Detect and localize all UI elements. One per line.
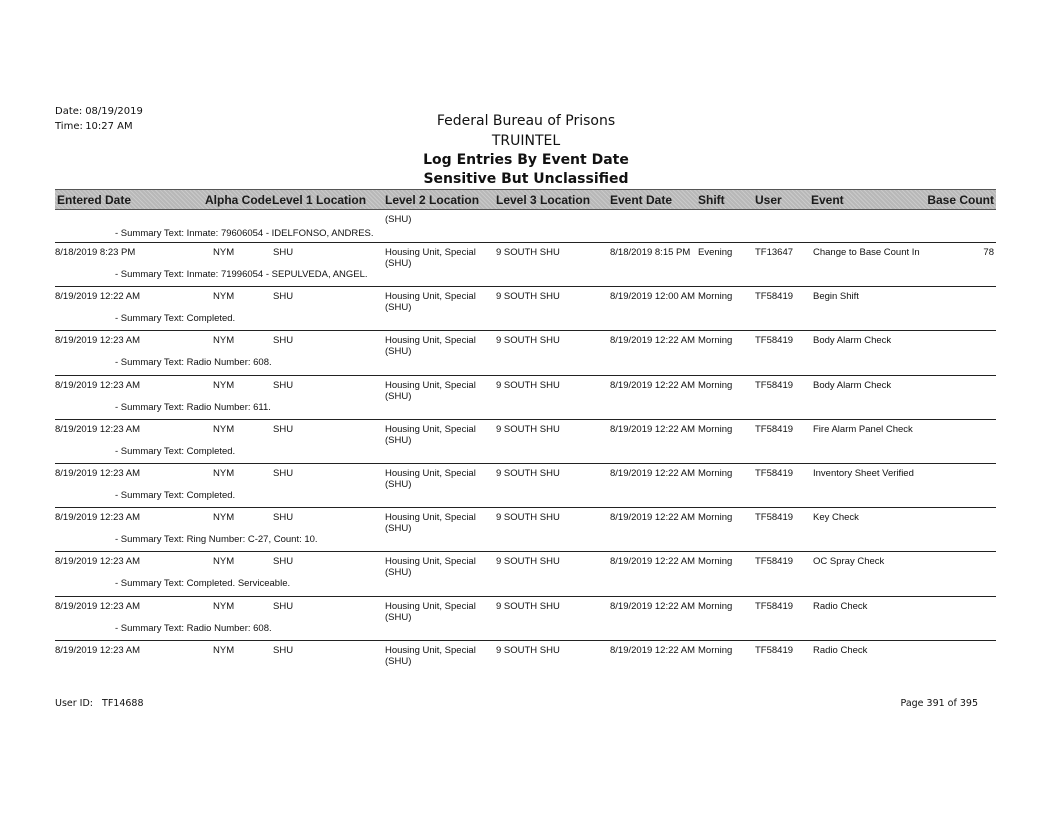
shift: Morning [698, 468, 733, 479]
footer-user [55, 698, 144, 709]
event-date: 8/19/2019 12:22 AM [610, 423, 696, 435]
alpha-code: NYM [213, 379, 235, 391]
table-row [55, 643, 996, 683]
event-date: 8/19/2019 12:22 AM [610, 379, 696, 391]
level2-location: Housing Unit, Special (SHU) [385, 644, 476, 667]
user-id-label: User ID: [55, 698, 93, 709]
user: TF13647 [755, 247, 794, 258]
date-label: Date: [55, 106, 83, 117]
event: Fire Alarm Panel Check [813, 423, 913, 435]
summary-text: - Summary Text: Radio Number: 608. [115, 357, 272, 369]
alpha-code: NYM [213, 423, 235, 435]
level1-location: SHU [273, 468, 294, 479]
level2-location: Housing Unit, Special (SHU) [385, 379, 476, 402]
level3-location: 9 SOUTH SHU [496, 556, 560, 568]
summary-text: - Summary Text: Completed. [115, 490, 236, 501]
shift: Morning [698, 556, 733, 568]
base-count: 78 [983, 247, 994, 258]
user: TF58419 [755, 644, 794, 656]
row-divider [55, 551, 996, 552]
event: Radio Check [813, 644, 868, 656]
event-date: 8/19/2019 12:22 AM [610, 600, 696, 612]
level3-location: 9 SOUTH SHU [496, 644, 560, 656]
shift: Morning [698, 423, 733, 435]
carryover-level2: (SHU) [385, 214, 412, 225]
col-alpha-code: Alpha Code [205, 193, 272, 207]
report-title: Log Entries By Event Date [423, 152, 629, 168]
time-label: Time: [55, 121, 83, 132]
entered-date: 8/19/2019 12:23 AM [55, 556, 141, 568]
row-divider [55, 286, 996, 287]
event: Body Alarm Check [813, 379, 892, 391]
user-id-value: TF14688 [102, 698, 144, 709]
col-level2-location: Level 2 Location [385, 193, 480, 207]
event: Key Check [813, 512, 859, 524]
event: Inventory Sheet Verified [813, 468, 914, 479]
level1-location: SHU [273, 644, 294, 656]
level2-location: Housing Unit, Special (SHU) [385, 423, 476, 446]
event: Change to Base Count In [813, 247, 920, 258]
table-row [55, 378, 996, 418]
table-row [55, 289, 996, 329]
alpha-code: NYM [213, 468, 235, 479]
user: TF58419 [755, 556, 794, 568]
row-divider [55, 596, 996, 597]
level2-location: Housing Unit, Special (SHU) [385, 468, 476, 490]
row-divider [55, 242, 996, 243]
level3-location: 9 SOUTH SHU [496, 468, 560, 479]
shift: Evening [698, 247, 733, 258]
event: OC Spray Check [813, 556, 885, 568]
row-divider [55, 640, 996, 641]
entered-date: 8/19/2019 12:23 AM [55, 379, 141, 391]
shift: Morning [698, 600, 733, 612]
alpha-code: NYM [213, 600, 235, 612]
carryover-summary: - Summary Text: Inmate: 79606054 - IDELFONSO, ANDRES. [115, 228, 374, 239]
summary-text: - Summary Text: Completed. [115, 445, 236, 457]
entered-date: 8/19/2019 12:23 AM [55, 468, 141, 479]
summary-text: - Summary Text: Inmate: 71996054 - SEPULVEDA, ANGEL. [115, 269, 368, 280]
col-level1-location: Level 1 Location [272, 193, 367, 207]
shift: Morning [698, 644, 733, 656]
level1-location: SHU [273, 512, 294, 524]
event-date: 8/19/2019 12:22 AM [610, 512, 696, 524]
agency-title: Federal Bureau of Prisons [436, 113, 616, 129]
level3-location: 9 SOUTH SHU [496, 600, 560, 612]
event-date: 8/19/2019 12:22 AM [610, 556, 696, 568]
user: TF58419 [755, 468, 794, 479]
row-divider [55, 419, 996, 420]
event-date: 8/19/2019 12:00 AM [610, 291, 696, 303]
summary-text: - Summary Text: Completed. [115, 313, 236, 325]
user: TF58419 [755, 512, 794, 524]
alpha-code: NYM [213, 644, 235, 656]
event-date: 8/19/2019 12:22 AM [610, 644, 696, 656]
table-row [55, 599, 996, 639]
alpha-code: NYM [213, 247, 235, 258]
user: TF58419 [755, 335, 794, 347]
row-divider [55, 375, 996, 376]
level1-location: SHU [273, 600, 294, 612]
level2-location: Housing Unit, Special (SHU) [385, 247, 476, 269]
col-user: User [755, 193, 782, 207]
summary-text: - Summary Text: Radio Number: 611. [115, 401, 271, 413]
event: Radio Check [813, 600, 868, 612]
column-header-bar [55, 189, 996, 210]
entered-date: 8/19/2019 12:23 AM [55, 644, 141, 656]
entered-date: 8/19/2019 12:22 AM [55, 291, 141, 303]
event: Begin Shift [813, 291, 859, 303]
level3-location: 9 SOUTH SHU [496, 379, 560, 391]
user: TF58419 [755, 600, 794, 612]
entered-date: 8/19/2019 12:23 AM [55, 335, 141, 347]
level1-location: SHU [273, 556, 294, 568]
summary-text: - Summary Text: Completed. Serviceable. [115, 578, 291, 590]
level3-location: 9 SOUTH SHU [496, 423, 560, 435]
date-value: 08/19/2019 [85, 106, 143, 117]
summary-text: - Summary Text: Ring Number: C-27, Count: 10. [115, 534, 318, 546]
alpha-code: NYM [213, 512, 235, 524]
entered-date: 8/19/2019 12:23 AM [55, 423, 141, 435]
col-event: Event [811, 193, 844, 207]
level2-location: Housing Unit, Special (SHU) [385, 556, 476, 579]
alpha-code: NYM [213, 291, 235, 303]
event: Body Alarm Check [813, 335, 892, 347]
event-date: 8/18/2019 8:15 PM [610, 247, 691, 258]
user: TF58419 [755, 291, 794, 303]
user: TF58419 [755, 423, 794, 435]
level2-location: Housing Unit, Special (SHU) [385, 512, 476, 535]
event-date: 8/19/2019 12:22 AM [610, 335, 696, 347]
shift: Morning [698, 335, 733, 347]
table-row [55, 422, 996, 462]
level1-location: SHU [273, 247, 294, 258]
event-date: 8/19/2019 12:22 AM [610, 468, 696, 479]
level1-location: SHU [273, 379, 294, 391]
alpha-code: NYM [213, 335, 235, 347]
table-row [55, 333, 996, 373]
col-level3-location: Level 3 Location [496, 193, 591, 207]
classification-title: Sensitive But Unclassified [423, 171, 629, 187]
alpha-code: NYM [213, 556, 235, 568]
level2-location: Housing Unit, Special (SHU) [385, 335, 476, 358]
row-divider [55, 330, 996, 331]
entered-date: 8/19/2019 12:23 AM [55, 600, 141, 612]
table-row [55, 554, 996, 594]
table-row [55, 466, 996, 506]
col-event-date: Event Date [610, 193, 673, 207]
level1-location: SHU [273, 423, 294, 435]
col-entered-date: Entered Date [57, 193, 132, 207]
table-row [55, 510, 996, 550]
shift: Morning [698, 512, 733, 524]
page-number: Page 391 of 395 [900, 698, 978, 709]
row-divider [55, 507, 996, 508]
col-shift: Shift [698, 193, 725, 207]
col-base-count: Base Count [927, 193, 994, 207]
level3-location: 9 SOUTH SHU [496, 291, 560, 303]
level1-location: SHU [273, 335, 294, 347]
level3-location: 9 SOUTH SHU [496, 247, 560, 258]
level3-location: 9 SOUTH SHU [496, 335, 560, 347]
time-value: 10:27 AM [85, 121, 133, 132]
shift: Morning [698, 291, 733, 303]
shift: Morning [698, 379, 733, 391]
summary-text: - Summary Text: Radio Number: 608. [115, 622, 272, 634]
level1-location: SHU [273, 291, 294, 303]
level2-location: Housing Unit, Special (SHU) [385, 600, 476, 623]
table-row [55, 245, 996, 285]
entered-date: 8/18/2019 8:23 PM [55, 247, 136, 258]
row-divider [55, 463, 996, 464]
user: TF58419 [755, 379, 794, 391]
system-title: TRUINTEL [491, 133, 561, 149]
level2-location: Housing Unit, Special (SHU) [385, 291, 476, 314]
level3-location: 9 SOUTH SHU [496, 512, 560, 524]
entered-date: 8/19/2019 12:23 AM [55, 512, 141, 524]
